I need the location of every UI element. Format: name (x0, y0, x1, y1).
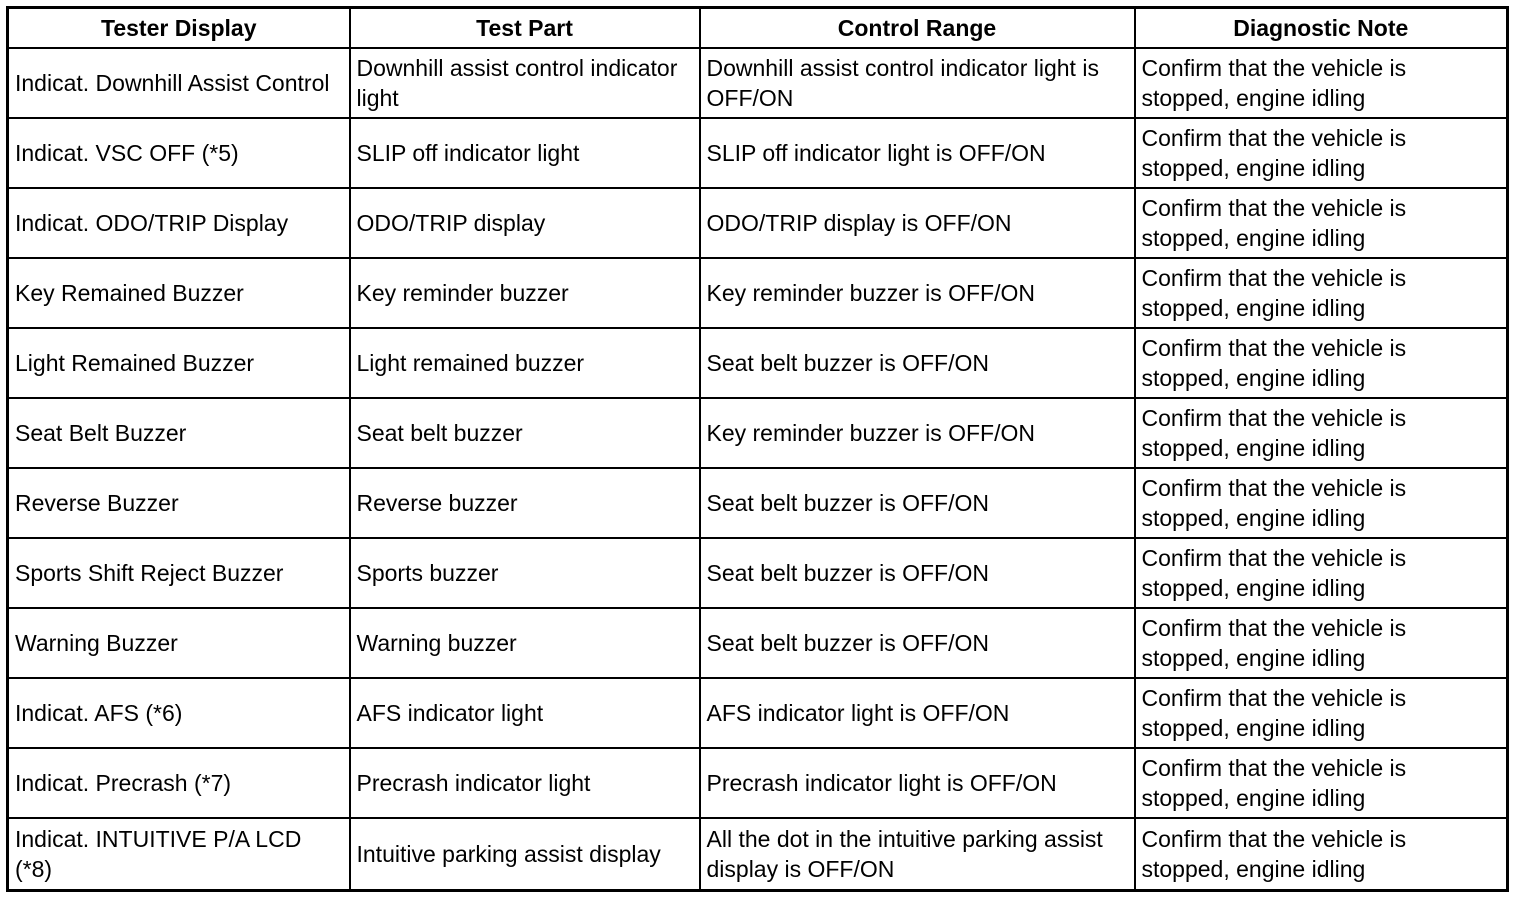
table-row (8, 398, 1508, 468)
cell-diagnostic-note: Confirm that the vehicle is stopped, engine idling (1135, 538, 1508, 608)
cell-diagnostic-note: Confirm that the vehicle is stopped, engine idling (1135, 468, 1508, 538)
cell-diagnostic-note: Confirm that the vehicle is stopped, engine idling (1135, 748, 1508, 818)
cell-test-part: Key reminder buzzer (350, 258, 700, 328)
table-row (8, 328, 1508, 398)
cell-test-part: Seat belt buzzer (350, 398, 700, 468)
header-test-part: Test Part (350, 8, 700, 49)
cell-diagnostic-note: Confirm that the vehicle is stopped, engine idling (1135, 608, 1508, 678)
cell-control-range: Key reminder buzzer is OFF/ON (700, 258, 1135, 328)
table-row (8, 678, 1508, 748)
cell-test-part: Reverse buzzer (350, 468, 700, 538)
cell-tester-display: Seat Belt Buzzer (8, 398, 350, 468)
table-row (8, 188, 1508, 258)
cell-diagnostic-note: Confirm that the vehicle is stopped, engine idling (1135, 328, 1508, 398)
table-row (8, 118, 1508, 188)
cell-test-part: Intuitive parking assist display (350, 818, 700, 891)
cell-control-range: Seat belt buzzer is OFF/ON (700, 538, 1135, 608)
cell-test-part: SLIP off indicator light (350, 118, 700, 188)
cell-test-part: ODO/TRIP display (350, 188, 700, 258)
header-control-range: Control Range (700, 8, 1135, 49)
cell-tester-display: Warning Buzzer (8, 608, 350, 678)
cell-diagnostic-note: Confirm that the vehicle is stopped, engine idling (1135, 118, 1508, 188)
table-row (8, 748, 1508, 818)
cell-diagnostic-note: Confirm that the vehicle is stopped, engine idling (1135, 398, 1508, 468)
cell-control-range: Seat belt buzzer is OFF/ON (700, 468, 1135, 538)
cell-control-range: Seat belt buzzer is OFF/ON (700, 328, 1135, 398)
cell-test-part: Warning buzzer (350, 608, 700, 678)
cell-tester-display: Indicat. INTUITIVE P/A LCD (*8) (8, 818, 350, 891)
table-header-row (8, 8, 1508, 49)
cell-tester-display: Indicat. AFS (*6) (8, 678, 350, 748)
table-row (8, 48, 1508, 118)
cell-diagnostic-note: Confirm that the vehicle is stopped, engine idling (1135, 258, 1508, 328)
table-row (8, 538, 1508, 608)
cell-control-range: AFS indicator light is OFF/ON (700, 678, 1135, 748)
cell-control-range: ODO/TRIP display is OFF/ON (700, 188, 1135, 258)
cell-test-part: AFS indicator light (350, 678, 700, 748)
cell-tester-display: Indicat. Downhill Assist Control (8, 48, 350, 118)
cell-test-part: Precrash indicator light (350, 748, 700, 818)
cell-diagnostic-note: Confirm that the vehicle is stopped, engine idling (1135, 48, 1508, 118)
cell-tester-display: Light Remained Buzzer (8, 328, 350, 398)
diagnostic-table-container (6, 6, 1506, 892)
cell-control-range: Seat belt buzzer is OFF/ON (700, 608, 1135, 678)
header-diagnostic-note: Diagnostic Note (1135, 8, 1508, 49)
cell-tester-display: Indicat. Precrash (*7) (8, 748, 350, 818)
table-row (8, 608, 1508, 678)
cell-tester-display: Key Remained Buzzer (8, 258, 350, 328)
header-tester-display: Tester Display (8, 8, 350, 49)
cell-test-part: Downhill assist control indicator light (350, 48, 700, 118)
table-row (8, 258, 1508, 328)
cell-control-range: SLIP off indicator light is OFF/ON (700, 118, 1135, 188)
cell-control-range: All the dot in the intuitive parking assist display is OFF/ON (700, 818, 1135, 891)
cell-tester-display: Reverse Buzzer (8, 468, 350, 538)
table-row (8, 818, 1508, 891)
cell-test-part: Light remained buzzer (350, 328, 700, 398)
cell-control-range: Downhill assist control indicator light is OFF/ON (700, 48, 1135, 118)
cell-tester-display: Sports Shift Reject Buzzer (8, 538, 350, 608)
cell-control-range: Key reminder buzzer is OFF/ON (700, 398, 1135, 468)
cell-diagnostic-note: Confirm that the vehicle is stopped, engine idling (1135, 818, 1508, 891)
cell-diagnostic-note: Confirm that the vehicle is stopped, engine idling (1135, 678, 1508, 748)
cell-control-range: Precrash indicator light is OFF/ON (700, 748, 1135, 818)
cell-diagnostic-note: Confirm that the vehicle is stopped, engine idling (1135, 188, 1508, 258)
table-row (8, 468, 1508, 538)
cell-tester-display: Indicat. VSC OFF (*5) (8, 118, 350, 188)
active-test-table (6, 6, 1509, 892)
cell-test-part: Sports buzzer (350, 538, 700, 608)
cell-tester-display: Indicat. ODO/TRIP Display (8, 188, 350, 258)
